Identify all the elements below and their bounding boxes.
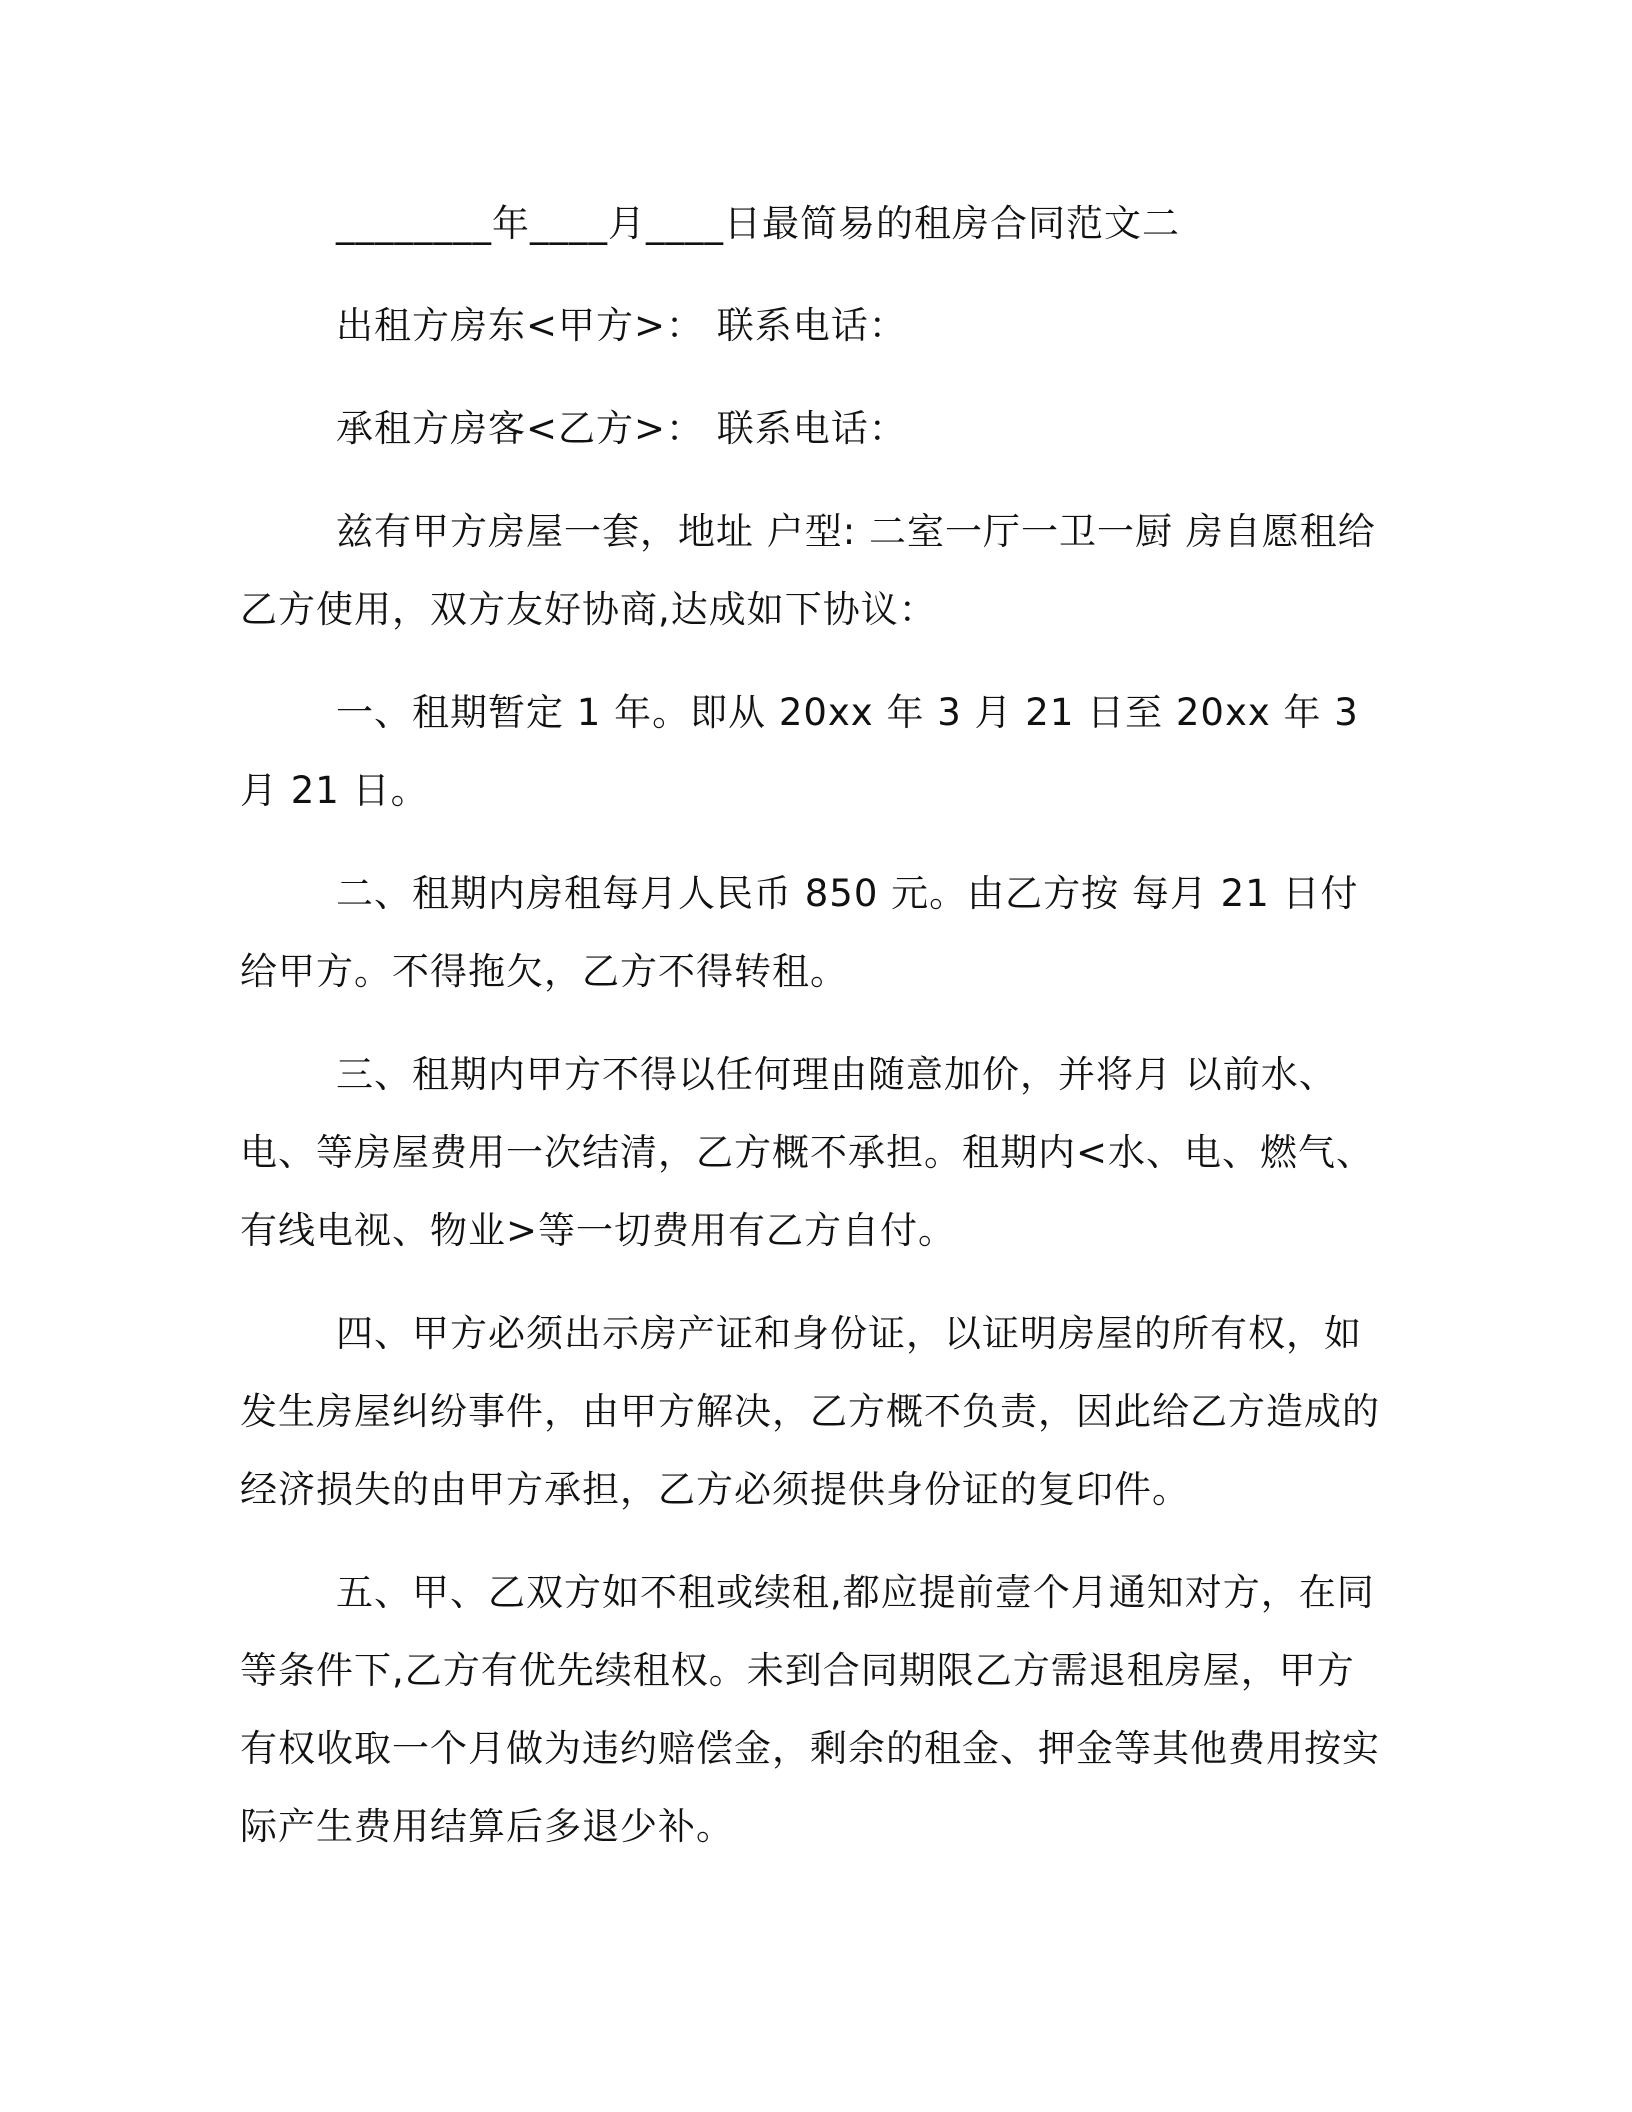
lessee-line: 承租方房客<乙方>： 联系电话： [336,407,907,450]
clause-3: 三、租期内甲方不得以任何理由随意加价，并将月 以前水、电、等房屋费用一次结清，乙方概不承担。租期内<水、电、燃气、有线电视、物业>等一切费用有乙方自付。 [240,1053,1375,1252]
clause-4: 四、甲方必须出示房产证和身份证，以证明房屋的所有权，如发生房屋纠纷事件，由甲方解决，乙方概不负责，因此给乙方造成的经济损失的由甲方承担，乙方必须提供身份证的复印件。 [240,1312,1380,1511]
document-body [240,185,1380,1891]
clause-2: 二、租期内房租每月人民币 850 元。由乙方按 每月 21 日付给甲方。不得拖欠，乙方不得转租。 [240,872,1359,993]
clause-1: 一、租期暂定 1 年。即从 20xx 年 3 月 21 日至 20xx 年 3 月 21 日。 [240,691,1359,812]
document-title: ________年____月____日最简易的租房合同范文二 [336,202,1180,245]
lessor-line: 出租方房东<甲方>： 联系电话： [336,304,907,347]
intro-paragraph: 兹有甲方房屋一套，地址 户型: 二室一厅一卫一厨 房自愿租给乙方使用，双方友好协商,达成如下协议： [240,510,1376,631]
clause-5: 五、甲、乙双方如不租或续租,都应提前壹个月通知对方，在同等条件下,乙方有优先续租权。未到合同期限乙方需退租房屋，甲方有权收取一个月做为违约赔偿金，剩余的租金、押金等其他费用按实际产生费用结算后多退少补。 [240,1571,1380,1848]
